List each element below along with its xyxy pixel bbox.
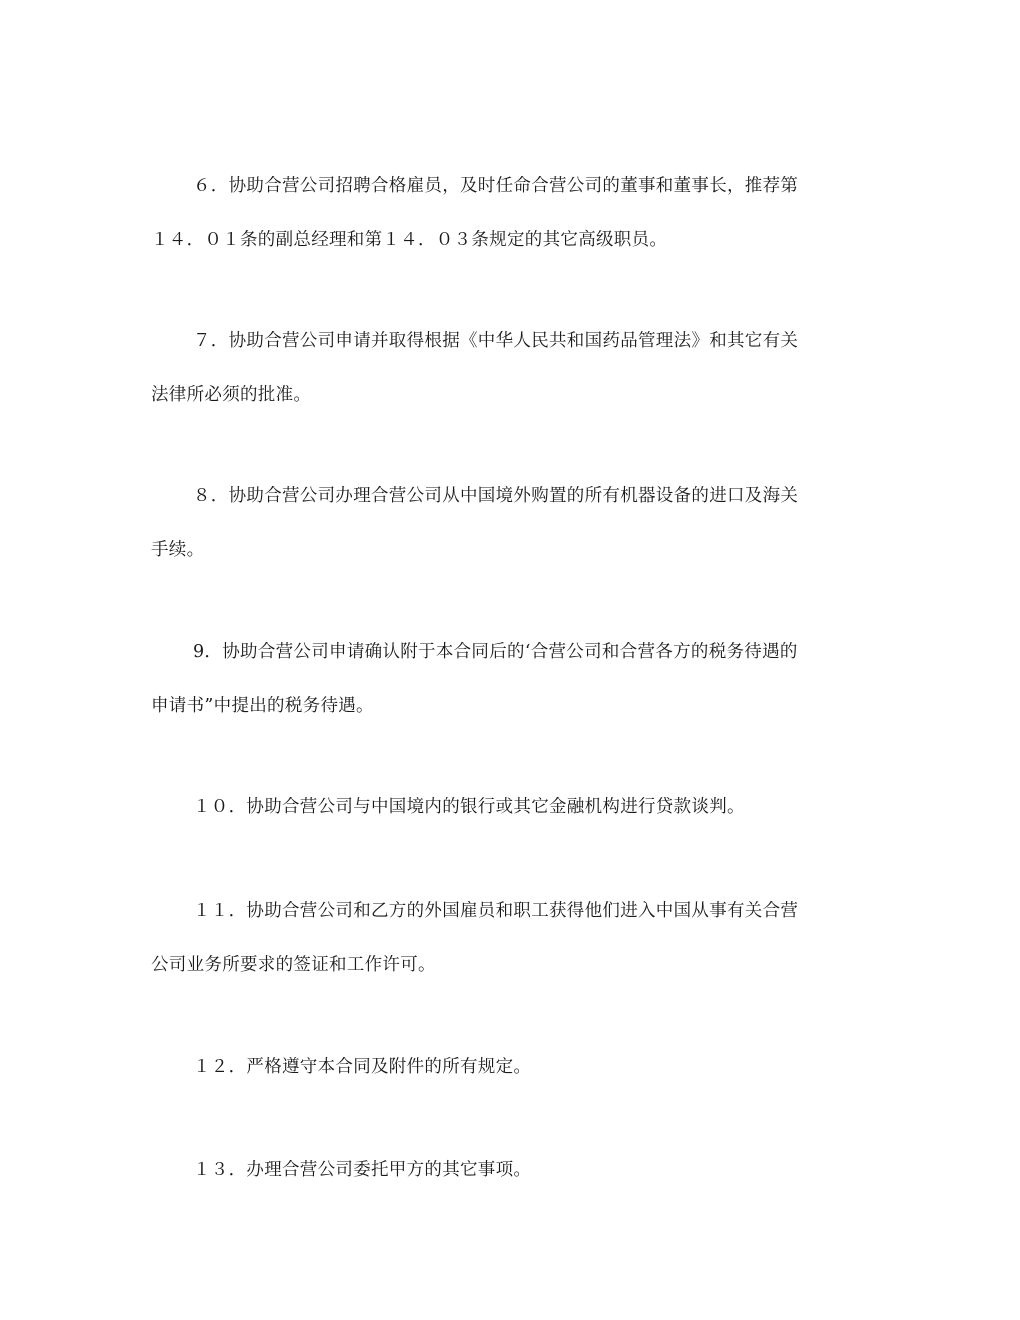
clause-7: [151, 314, 873, 422]
clause-12: [151, 1040, 873, 1094]
clause-6: [151, 159, 873, 267]
clause-6-line-1: ６．协助合营公司招聘合格雇员，及时任命合营公司的董事和董事长，推荐第: [193, 176, 799, 196]
clause-8-line-1: ８．协助合营公司办理合营公司从中国境外购置的所有机器设备的进口及海关: [193, 486, 799, 506]
clause-9-line-1: 9．协助合营公司申请确认附于本合同后的‘合营公司和合营各方的税务待遇的: [193, 642, 798, 662]
clause-11: [151, 884, 873, 992]
clause-11-line-2: 公司业务所要求的签证和工作许可。: [151, 955, 436, 975]
clause-6-line-2: １４．０１条的副总经理和第１４．０３条规定的其它高级职员。: [151, 230, 668, 250]
clause-8-line-2: 手续。: [151, 540, 205, 560]
clause-13-line-1: １３．办理合营公司委托甲方的其它事项。: [193, 1160, 532, 1180]
clause-7-line-2: 法律所必须的批准。: [151, 385, 312, 405]
clause-7-line-1: ７．协助合营公司申请并取得根据《中华人民共和国药品管理法》和其它有关: [193, 331, 799, 351]
clause-8: [151, 469, 873, 577]
clause-9-line-2: 申请书”中提出的税务待遇。: [151, 696, 374, 716]
clause-10: [151, 780, 873, 834]
clause-12-line-1: １２．严格遵守本合同及附件的所有规定。: [193, 1057, 532, 1077]
clause-10-line-1: １０．协助合营公司与中国境内的银行或其它金融机构进行贷款谈判。: [193, 797, 745, 817]
clause-13: [151, 1143, 873, 1197]
clause-11-line-1: １１．协助合营公司和乙方的外国雇员和职工获得他们进入中国从事有关合营: [193, 901, 799, 921]
clause-9: [151, 625, 873, 733]
